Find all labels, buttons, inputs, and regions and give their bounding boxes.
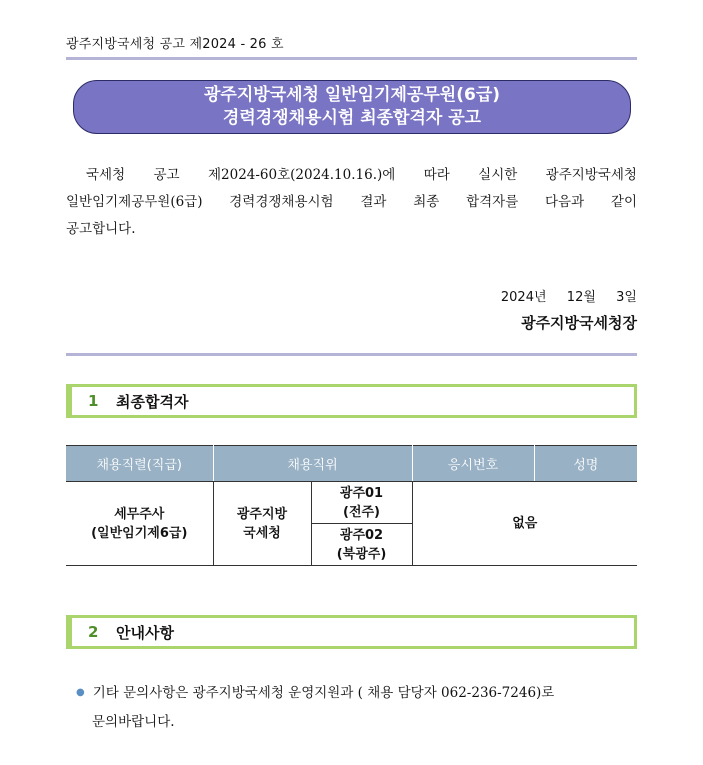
bullet-icon: ● [76,687,85,698]
table-header-row [66,446,637,482]
section-number: 2 [88,623,99,641]
position-cell-2: 광주02 (북광주) [311,524,412,566]
section-header-notice [66,615,637,649]
section-title: 안내사항 [116,623,174,642]
issuing-authority: 광주지방국세청장 [521,314,637,332]
body-line-3: 공고합니다. [66,221,136,237]
body-line-2: 일반임기제공무원(6급) 경력경쟁채용시험 결과 최종 합격자를 다음과 같이 [66,194,637,210]
section-title: 최종합격자 [116,392,189,411]
header-exam-number: 응시번호 [412,446,534,482]
body-line-1: 국세청 공고 제2024-60호(2024.10.16.)에 따라 실시한 광주지방국세청 [86,167,637,183]
contact-info-line-2: 문의바랍니다. [92,714,175,730]
result-cell: 없음 [412,482,637,566]
announcement-date: 2024년 12월 3일 [500,290,637,305]
series-cell: 세무주사 (일반임기제6급) [66,482,213,566]
section-number: 1 [88,392,99,410]
middle-divider [66,353,637,356]
header-name: 성명 [534,446,637,482]
position-cell-1: 광주01 (전주) [311,482,412,524]
section-header-final-passers [66,384,637,418]
table-row [66,482,637,524]
notice-number: 광주지방국세청 공고 제2024 - 26 호 [66,37,284,52]
announcement-body [66,162,637,243]
title-line-2: 경력경쟁채용시험 최종합격자 공고 [222,108,482,128]
office-cell: 광주지방 국세청 [213,482,311,566]
title-line-1: 광주지방국세청 일반임기제공무원(6급) [203,85,501,105]
contact-info [76,678,637,737]
title-banner [73,80,631,134]
header-position: 채용직위 [213,446,412,482]
final-passers-table [66,445,637,566]
header-series: 채용직렬(직급) [66,446,213,482]
top-divider [66,57,637,60]
contact-info-line-1: ● 기타 문의사항은 광주지방국세청 운영지원과 ( 채용 담당자 062-236-7246)로 [76,685,555,701]
